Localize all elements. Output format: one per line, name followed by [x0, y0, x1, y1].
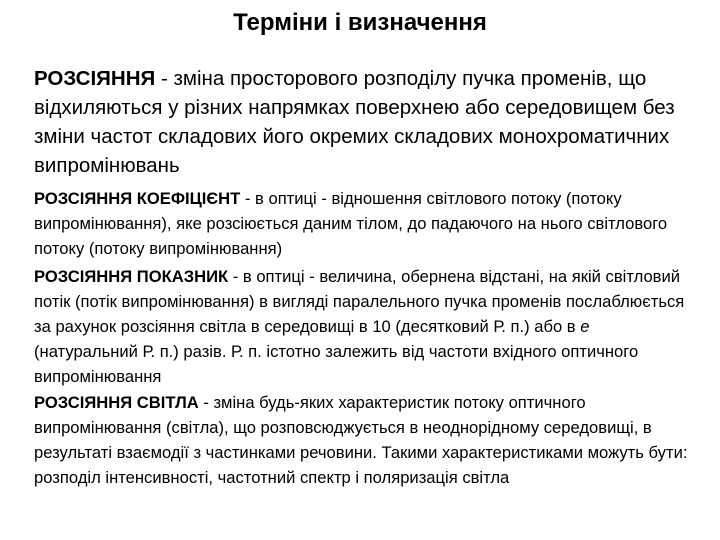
definition-entry-scattering-coefficient: [34, 186, 694, 261]
definition-entry-scattering: [34, 64, 694, 180]
definition-entry-scattering-index: [34, 264, 694, 389]
definition-text: - зміна просторового розподілу пучка променів, що відхиляються у різних напрямках поверхнею або середовищем без зміни частот складових його окремих складових монохроматичних випромінювань: [34, 67, 675, 177]
definition-text: - зміна будь-яких характеристик потоку оптичного випромінювання (світла), що розповсюджується в неоднорідному середовищі, в результаті взаємодії з частинками речовини. Такими характеристиками можуть бути: розподіл інтенсивності, частотний спектр і поляризація світла: [34, 393, 688, 487]
definition-text: - в оптиці - величина, обернена відстані, на якій світловий потік (потік випромінювання) в вигляді паралельного пучка променів послаблюється за рахунок розсіяння світла в середовищі в 10 (десятковий Р. п.) або в: [34, 267, 685, 336]
definition-text-continued: (натуральний Р. п.) разів. Р. п. істотно залежить від частоти вхідного оптичного випромінювання: [34, 342, 639, 386]
term-label: РОЗСІЯННЯ: [34, 67, 156, 90]
term-label: РОЗСІЯННЯ ПОКАЗНИК: [34, 267, 229, 286]
definition-text: - в оптиці - відношення світлового потоку (потоку випромінювання), яке розсіюється даним тілом, до падаючого на нього світлового потоку (потоку випромінювання): [34, 189, 668, 258]
definition-entry-light-scattering: [34, 390, 694, 490]
page-title: Терміни і визначення: [233, 9, 487, 36]
term-label: РОЗСІЯННЯ КОЕФІЦІЄНТ: [34, 189, 241, 208]
term-label: РОЗСІЯННЯ СВІТЛА: [34, 393, 199, 412]
definition-italic-symbol: е: [580, 317, 590, 336]
